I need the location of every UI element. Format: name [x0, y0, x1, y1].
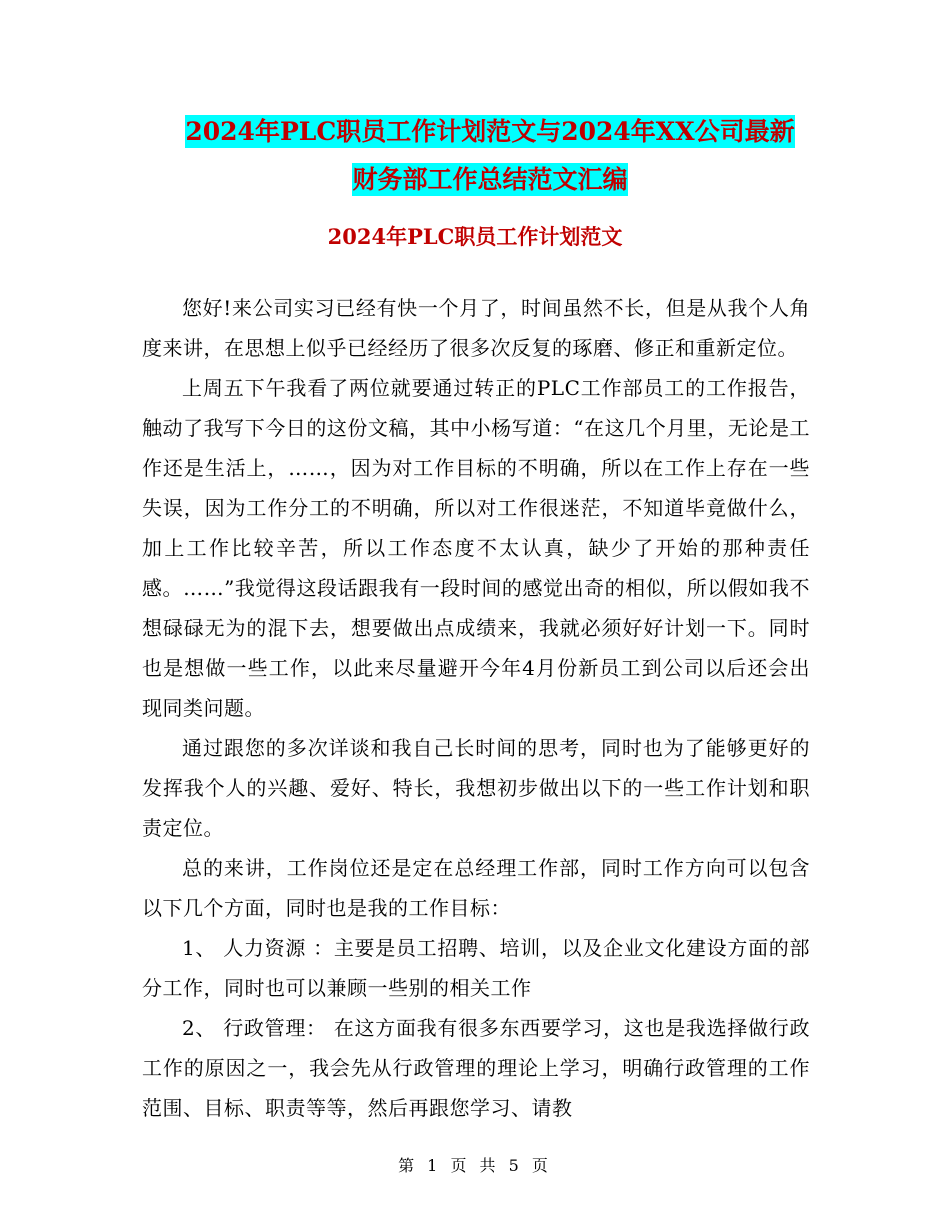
document-title-line2: 财务部工作总结范文汇编 — [352, 165, 628, 194]
paragraph: 上周五下午我看了两位就要通过转正的PLC工作部员工的工作报告，触动了我写下今日的这份文稿，其中小杨写道：“在这几个月里，无论是工作还是生活上，……，因为对工作目标的不明确，所以在工作上存在一些失误，因为工作分工的不明确，所以对工作很迷茫，不知道毕竟做什么，加上工作比较辛苦，所以工作态度不太认真，缺少了开始的那种责任感。……”我觉得这段话跟我有一段时间的感觉出奇的相似，所以假如我不想碌碌无为的混下去，想要做出点成绩来，我就必须好好计划一下。同时也是想做一些工作，以此来尽量避开今年4月份新员工到公司以后还会出现同类问题。 — [142, 376, 810, 720]
page-footer: 第 1 页 共 5 页 — [398, 1156, 552, 1175]
document-body — [142, 288, 810, 1128]
section-heading: 2024年PLC职员工作计划范文 — [327, 224, 623, 249]
document-title — [140, 108, 840, 204]
paragraph: 总的来讲，工作岗位还是定在总经理工作部，同时工作方向可以包含以下几个方面，同时也是我的工作目标： — [142, 856, 810, 920]
paragraph: 您好!来公司实习已经有快一个月了，时间虽然不长，但是从我个人角度来讲，在思想上似乎已经经历了很多次反复的琢磨、修正和重新定位。 — [142, 296, 810, 360]
document-title-line1: 2024年PLC职员工作计划范文与2024年XX公司最新 — [185, 117, 795, 146]
paragraph: 2、 行政管理： 在这方面我有很多东西要学习，这也是我选择做行政工作的原因之一，我会先从行政管理的理论上学习，明确行政管理的工作范围、目标、职责等等，然后再跟您学习、请教 — [142, 1016, 810, 1120]
paragraph: 通过跟您的多次详谈和我自己长时间的思考，同时也为了能够更好的发挥我个人的兴趣、爱好、特长，我想初步做出以下的一些工作计划和职责定位。 — [142, 736, 810, 840]
paragraph: 1、 人力资源 ：主要是员工招聘、培训，以及企业文化建设方面的部分工作，同时也可以兼顾一些别的相关工作 — [142, 936, 810, 1000]
